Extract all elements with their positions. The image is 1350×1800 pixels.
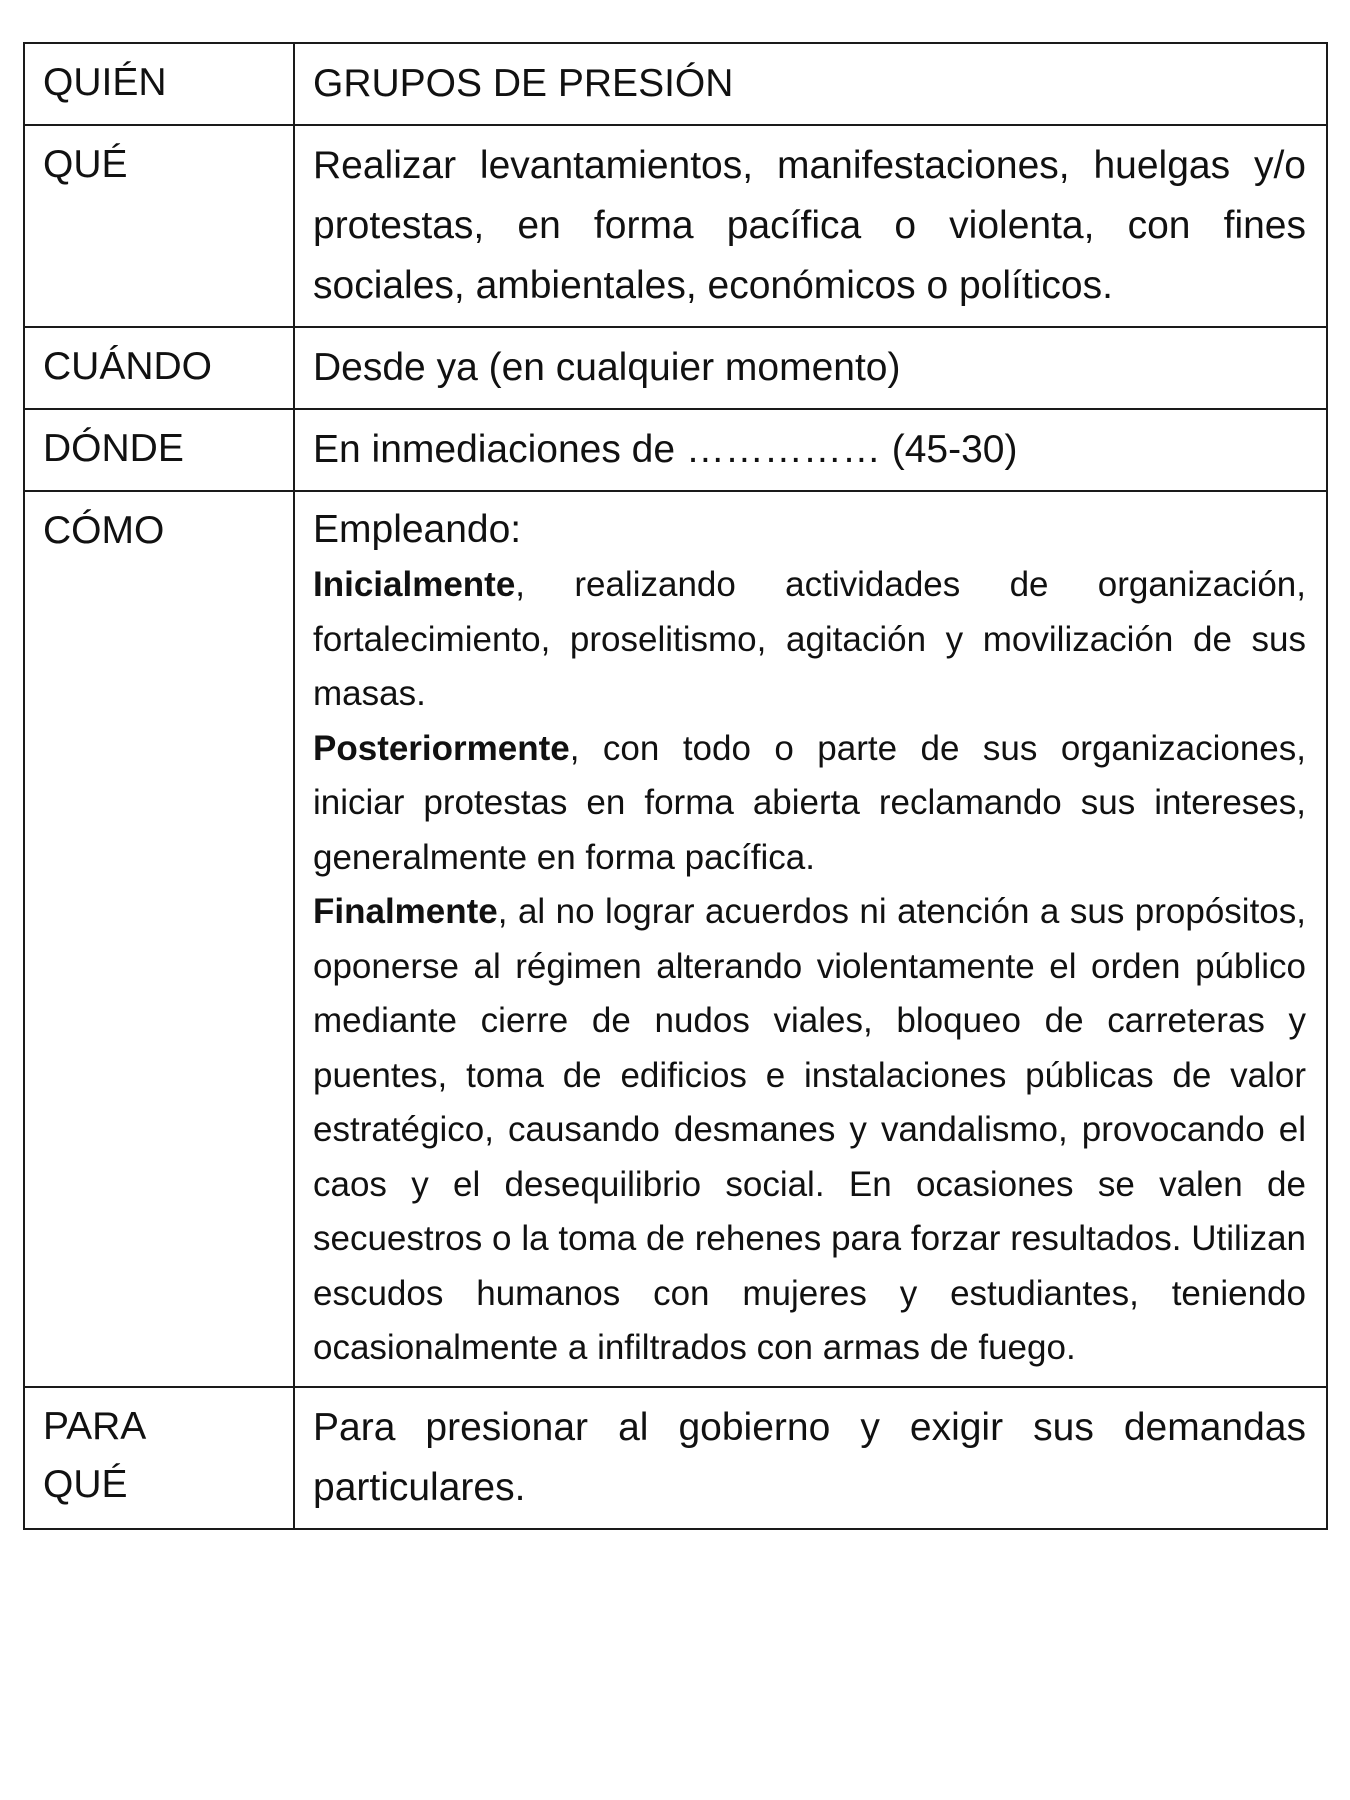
- como-later-text: , con todo o parte de sus organizaciones, iniciar protestas en forma abierta reclamando sus intereses, generalmente en forma pacífica.: [313, 728, 1306, 877]
- row-value-donde: En inmediaciones de …………… (45-30): [294, 409, 1327, 491]
- document-page: [23, 42, 1328, 1530]
- como-paragraph-later: [313, 722, 1306, 886]
- row-key-para-que-line1: PARA: [43, 1404, 147, 1448]
- row-key-para-que: [24, 1387, 294, 1529]
- row-key-donde: DÓNDE: [24, 409, 294, 491]
- row-value-cuando: Desde ya (en cualquier momento): [294, 327, 1327, 409]
- como-initial-text: , realizando actividades de organización, fortalecimiento, proselitismo, agitación y movilización de sus masas.: [313, 565, 1306, 713]
- como-later-bold: Posteriormente: [313, 728, 570, 768]
- como-lead: Empleando:: [313, 508, 522, 551]
- table-row-quien: [24, 43, 1327, 125]
- como-paragraph-initial: [313, 558, 1306, 722]
- como-final-text: , al no lograr acuerdos ni atención a sus propósitos, oponerse al régimen alterando violentamente el orden público mediante cierre de nudos viales, bloqueo de carreteras y puentes, toma de edificios e instalaciones públicas de valor estratégico, causando desmanes y vandalismo, provocando el caos y el desequilibrio social. En ocasiones se valen de secuestros o la toma de rehenes para forzar resultados. Utilizan escudos humanos con mujeres y estudiantes, teniendo ocasionalmente a infiltrados con armas de fuego.: [313, 892, 1306, 1367]
- row-key-para-que-line2: QUÉ: [43, 1462, 128, 1506]
- row-value-como: [294, 491, 1327, 1387]
- row-key-cuando: CUÁNDO: [24, 327, 294, 409]
- table-row-cuando: [24, 327, 1327, 409]
- row-key-que: QUÉ: [24, 125, 294, 327]
- row-key-quien: QUIÉN: [24, 43, 294, 125]
- row-value-quien: GRUPOS DE PRESIÓN: [294, 43, 1327, 125]
- table-row-que: [24, 125, 1327, 327]
- table-row-donde: [24, 409, 1327, 491]
- table-row-para-que: [24, 1387, 1327, 1529]
- info-table: [23, 42, 1328, 1530]
- row-key-como: CÓMO: [24, 491, 294, 1387]
- row-value-que: Realizar levantamientos, manifestaciones, huelgas y/o protestas, en forma pacífica o violenta, con fines sociales, ambientales, económicos o políticos.: [294, 125, 1327, 327]
- como-final-bold: Finalmente: [313, 892, 498, 931]
- table-row-como: [24, 491, 1327, 1387]
- row-value-para-que: Para presionar al gobierno y exigir sus demandas particulares.: [294, 1387, 1327, 1529]
- como-initial-bold: Inicialmente: [313, 565, 516, 604]
- como-paragraph-final: [313, 885, 1306, 1376]
